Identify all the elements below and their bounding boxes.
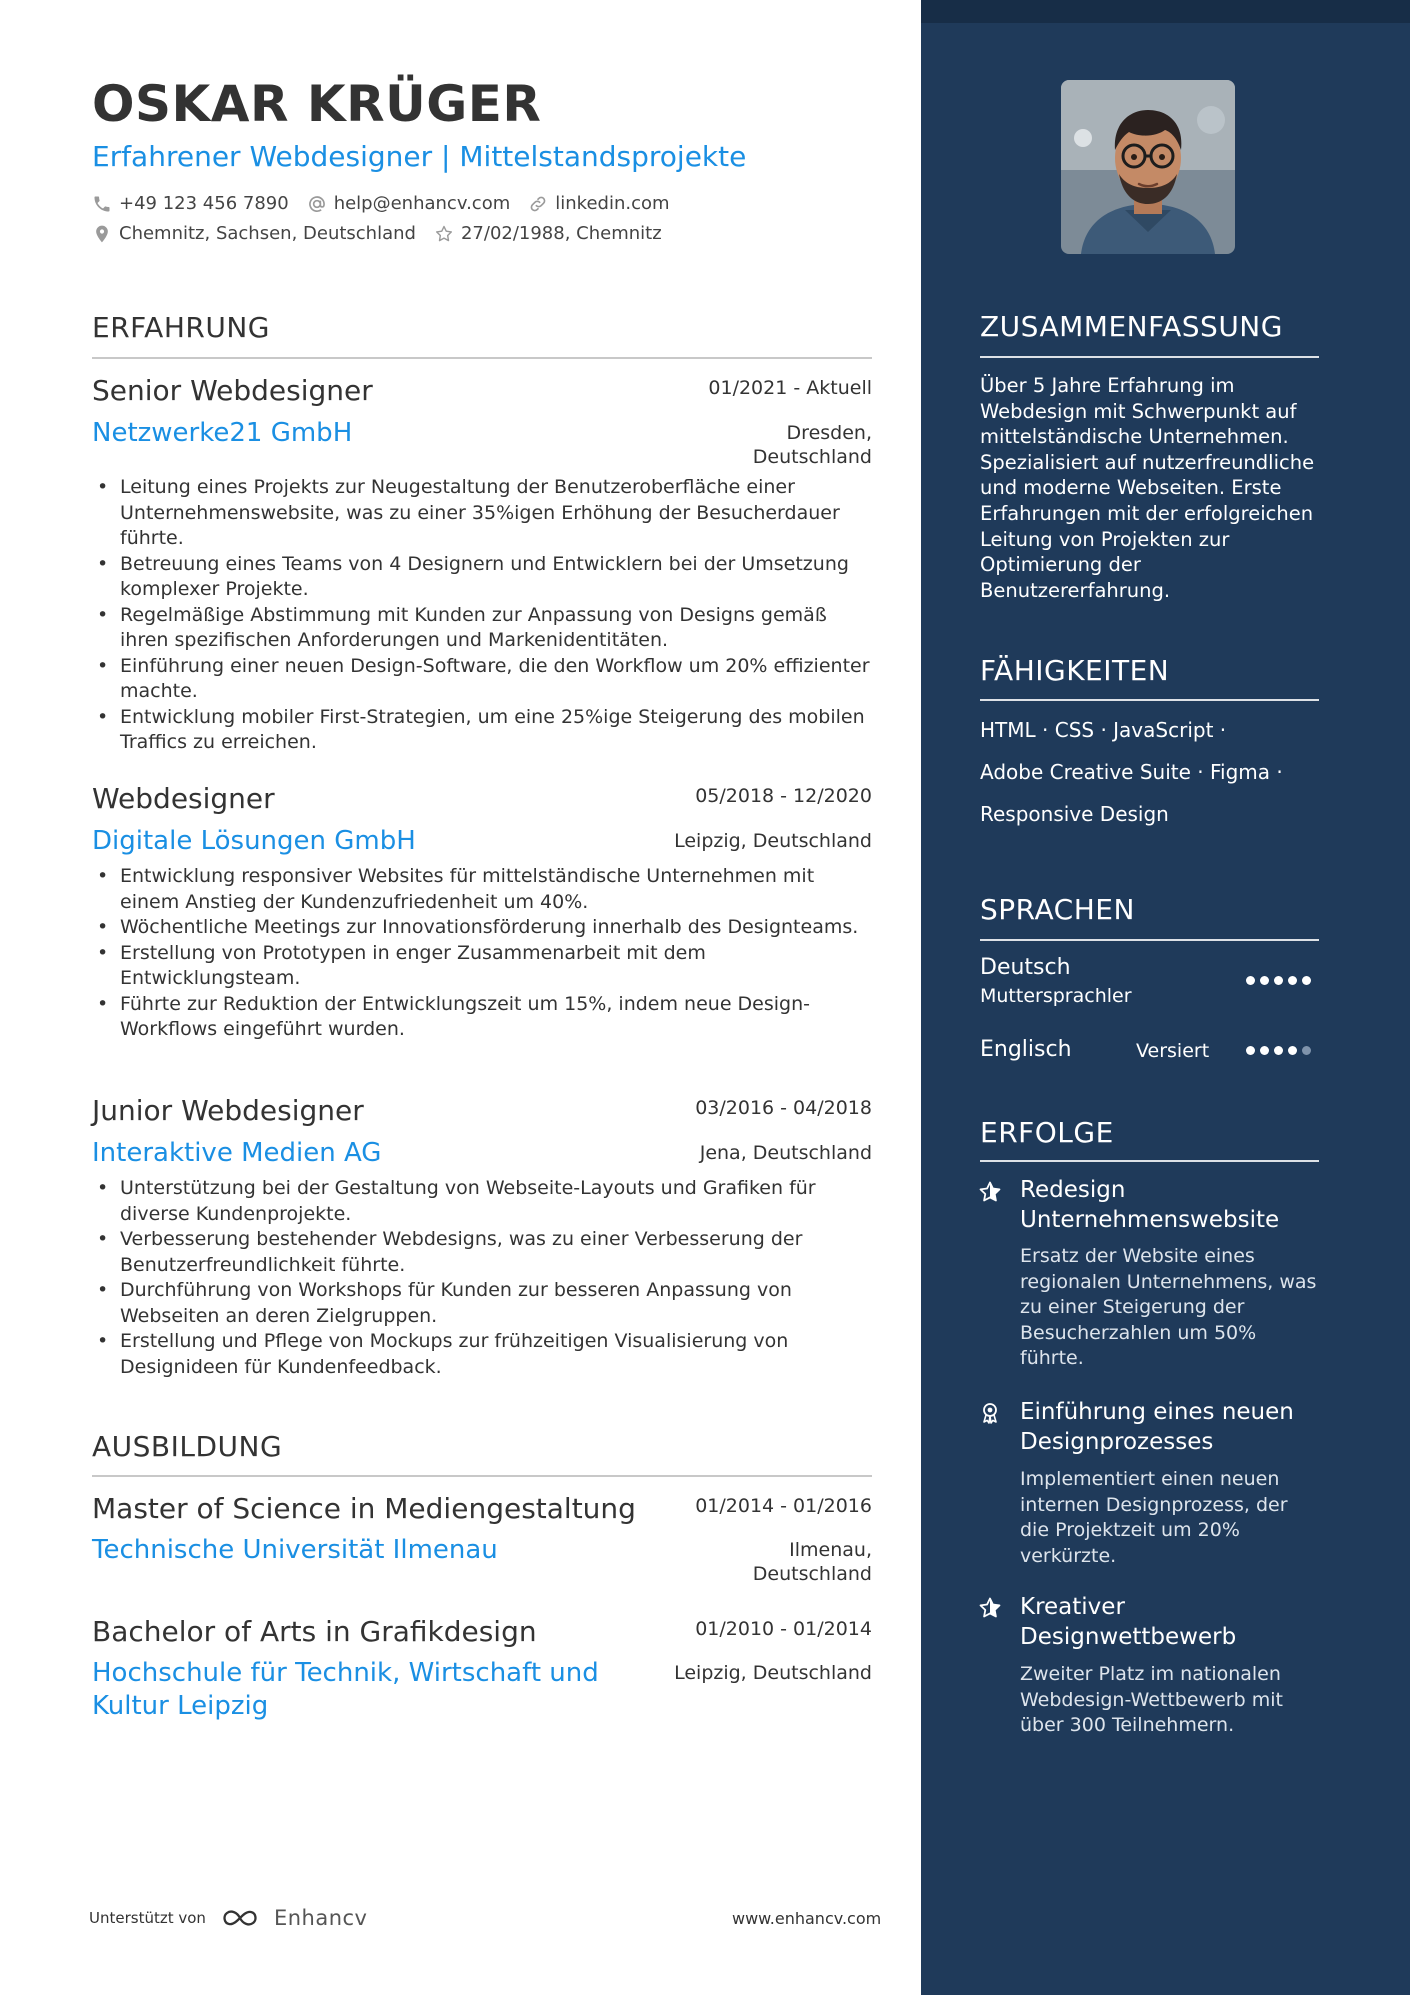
candidate-name: OSKAR KRÜGER <box>92 75 542 133</box>
education-location <box>753 1538 872 1586</box>
job-bullets <box>92 1176 872 1380</box>
link-icon <box>528 194 548 214</box>
achievement-description: Implementiert einen neuen internen Designprozess, der die Projektzeit um 20% verkürzte. <box>1020 1468 1288 1567</box>
job-location-line: Dresden, <box>786 422 872 444</box>
skills-line: Adobe Creative Suite · Figma · <box>980 760 1283 784</box>
bullet-item: • Wöchentliche Meetings zur Innovationsförderung innerhalb des Designteams. <box>92 915 872 941</box>
brand-name: Enhancv <box>273 1906 368 1930</box>
job-title: Junior Webdesigner <box>92 1094 364 1127</box>
contact-birth <box>434 223 662 244</box>
phone-icon <box>92 194 112 214</box>
bullet-item: • Erstellung von Prototypen in enger Zusammenarbeit mit dem Entwicklungsteam. <box>92 941 872 992</box>
summary-section-title: ZUSAMMENFASSUNG <box>980 310 1283 343</box>
degree-title: Master of Science in Mediengestaltung <box>92 1492 636 1525</box>
language-name: Englisch <box>980 1037 1072 1062</box>
achievements-section-title: ERFOLGE <box>980 1116 1114 1149</box>
job-dates: 01/2021 - Aktuell <box>708 377 872 399</box>
sidebar-top-band <box>921 0 1410 23</box>
bullet-item: • Verbesserung bestehender Webdesigns, was zu einer Verbesserung der Benutzerfreundlichkeit führte. <box>92 1227 872 1278</box>
education-location <box>674 1661 872 1685</box>
job-location <box>753 421 872 469</box>
star-outline-icon <box>434 224 454 244</box>
location-text: Chemnitz, Sachsen, Deutschland <box>119 223 416 244</box>
bullet-item: • Einführung einer neuen Design-Software, die den Workflow um 20% effizienter machte. <box>92 654 872 705</box>
job-title: Webdesigner <box>92 782 275 815</box>
job-location-line: Deutschland <box>752 446 872 468</box>
achievement-title: Einführung eines neuen Designprozesses <box>1020 1399 1294 1455</box>
star-icon <box>978 1596 1002 1620</box>
rating-dot-filled <box>1246 976 1255 985</box>
powered-by-text: Unterstützt von <box>89 1909 206 1927</box>
language-level: Muttersprachler <box>980 985 1132 1007</box>
language-rating <box>1246 976 1316 985</box>
bullet-item: • Leitung eines Projekts zur Neugestaltung der Benutzeroberfläche einer Unternehmenswebsite, was zu einer 35%igen Erhöhung der Besucherdauer führte. <box>92 475 872 552</box>
rating-dot-filled <box>1274 976 1283 985</box>
section-divider <box>980 699 1319 701</box>
bullet-item: • Entwicklung mobiler First-Strategien, um eine 25%ige Steigerung des mobilen Traffics zu erreichen. <box>92 705 872 756</box>
job-location <box>674 829 872 853</box>
job-dates: 05/2018 - 12/2020 <box>695 785 872 807</box>
rating-dot-filled <box>1260 976 1269 985</box>
footer-url[interactable]: www.enhancv.com <box>732 1909 882 1928</box>
company-name: Netzwerke21 GmbH <box>92 418 353 448</box>
bullet-item: • Betreuung eines Teams von 4 Designern und Entwicklern bei der Umsetzung komplexer Projekte. <box>92 552 872 603</box>
education-dates: 01/2014 - 01/2016 <box>695 1495 872 1517</box>
location-pin-icon <box>92 224 112 244</box>
language-level: Versiert <box>1136 1040 1210 1062</box>
skills-section-title: FÄHIGKEITEN <box>980 654 1170 687</box>
rating-dot-empty <box>1302 1046 1311 1055</box>
at-icon <box>307 194 327 214</box>
bullet-item: • Durchführung von Workshops für Kunden zur besseren Anpassung von Webseiten an deren Zielgruppen. <box>92 1278 872 1329</box>
contact-location <box>92 223 416 244</box>
email-text: help@enhancv.com <box>333 193 511 214</box>
link-text: linkedin.com <box>555 193 670 214</box>
school-name: Hochschule für Technik, Wirtschaft und Kultur Leipzig <box>92 1658 599 1721</box>
phone-text: +49 123 456 7890 <box>119 193 289 214</box>
company-name: Digitale Lösungen GmbH <box>92 826 416 856</box>
award-icon <box>978 1401 1002 1425</box>
enhancv-logo-icon <box>218 1906 266 1930</box>
language-name: Deutsch <box>980 955 1071 980</box>
star-icon <box>978 1180 1002 1204</box>
education-location-line: Leipzig, Deutschland <box>674 1662 872 1684</box>
birth-text: 27/02/1988, Chemnitz <box>460 223 662 244</box>
bullet-item: • Entwicklung responsiver Websites für mittelständische Unternehmen mit einem Anstieg der Kundenzufriedenheit um 40%. <box>92 864 872 915</box>
skills-line: HTML · CSS · JavaScript · <box>980 718 1227 742</box>
contact-row <box>92 223 680 244</box>
rating-dot-filled <box>1302 976 1311 985</box>
bullet-item: • Führte zur Reduktion der Entwicklungszeit um 15%, indem neue Design-Workflows eingeführt wurden. <box>92 992 872 1043</box>
rating-dot-filled <box>1260 1046 1269 1055</box>
section-divider <box>980 939 1319 941</box>
sidebar <box>921 0 1410 1995</box>
education-section-title: AUSBILDUNG <box>92 1430 283 1463</box>
school-name: Technische Universität Ilmenau <box>92 1535 498 1565</box>
skills-line: Responsive Design <box>980 802 1169 826</box>
achievement-title: Kreativer Designwettbewerb <box>1020 1594 1237 1650</box>
education-location-line: Deutschland <box>752 1563 872 1585</box>
achievement-description: Ersatz der Website eines regionalen Unternehmens, was zu einer Steigerung der Besucherzahlen um 50% führte. <box>1020 1245 1317 1369</box>
company-name: Interaktive Medien AG <box>92 1138 382 1168</box>
job-title: Senior Webdesigner <box>92 374 373 407</box>
language-rating <box>1246 1046 1316 1055</box>
job-location-line: Leipzig, Deutschland <box>674 830 872 852</box>
contact-link[interactable] <box>528 193 669 214</box>
education-location-line: Ilmenau, <box>789 1539 872 1561</box>
rating-dot-filled <box>1246 1046 1255 1055</box>
summary-text: Über 5 Jahre Erfahrung im Webdesign mit Schwerpunkt auf mittelständische Unternehmen. Spezialisiert auf nutzerfreundliche und moderne Webseiten. Erste Erfahrungen mit der erfolgreichen Leitung von Projekten zur Optimierung der Benutzererfahrung. <box>980 374 1315 602</box>
languages-section-title: SPRACHEN <box>980 893 1135 926</box>
education-dates: 01/2010 - 01/2014 <box>695 1618 872 1640</box>
section-divider <box>92 357 872 359</box>
contact-email[interactable] <box>307 193 511 214</box>
achievement-description: Zweiter Platz im nationalen Webdesign-Wettbewerb mit über 300 Teilnehmern. <box>1020 1663 1283 1736</box>
job-bullets <box>92 864 872 1043</box>
avatar-portrait <box>1061 80 1235 254</box>
bullet-item: • Erstellung und Pflege von Mockups zur frühzeitigen Visualisierung von Designideen für Kundenfeedback. <box>92 1329 872 1380</box>
footer-branding <box>89 1906 367 1930</box>
achievement-title: Redesign Unternehmenswebsite <box>1020 1177 1280 1233</box>
job-bullets <box>92 475 872 756</box>
rating-dot-filled <box>1288 976 1297 985</box>
section-divider <box>980 1160 1319 1162</box>
contact-phone[interactable] <box>92 193 289 214</box>
section-divider <box>92 1475 872 1477</box>
job-location-line: Jena, Deutschland <box>699 1142 872 1164</box>
degree-title: Bachelor of Arts in Grafikdesign <box>92 1615 537 1648</box>
rating-dot-filled <box>1274 1046 1283 1055</box>
bullet-item: • Unterstützung bei der Gestaltung von Webseite-Layouts und Grafiken für diverse Kundenprojekte. <box>92 1176 872 1227</box>
job-location <box>700 1141 872 1165</box>
rating-dot-filled <box>1288 1046 1297 1055</box>
headline: Erfahrener Webdesigner | Mittelstandsprojekte <box>92 140 747 173</box>
bullet-item: • Regelmäßige Abstimmung mit Kunden zur Anpassung von Designs gemäß ihren spezifischen Anforderungen und Markenidentitäten. <box>92 603 872 654</box>
contact-row <box>92 193 688 214</box>
job-dates: 03/2016 - 04/2018 <box>695 1097 872 1119</box>
section-divider <box>980 356 1319 358</box>
profile-photo <box>1061 80 1235 254</box>
experience-section-title: ERFAHRUNG <box>92 311 270 344</box>
